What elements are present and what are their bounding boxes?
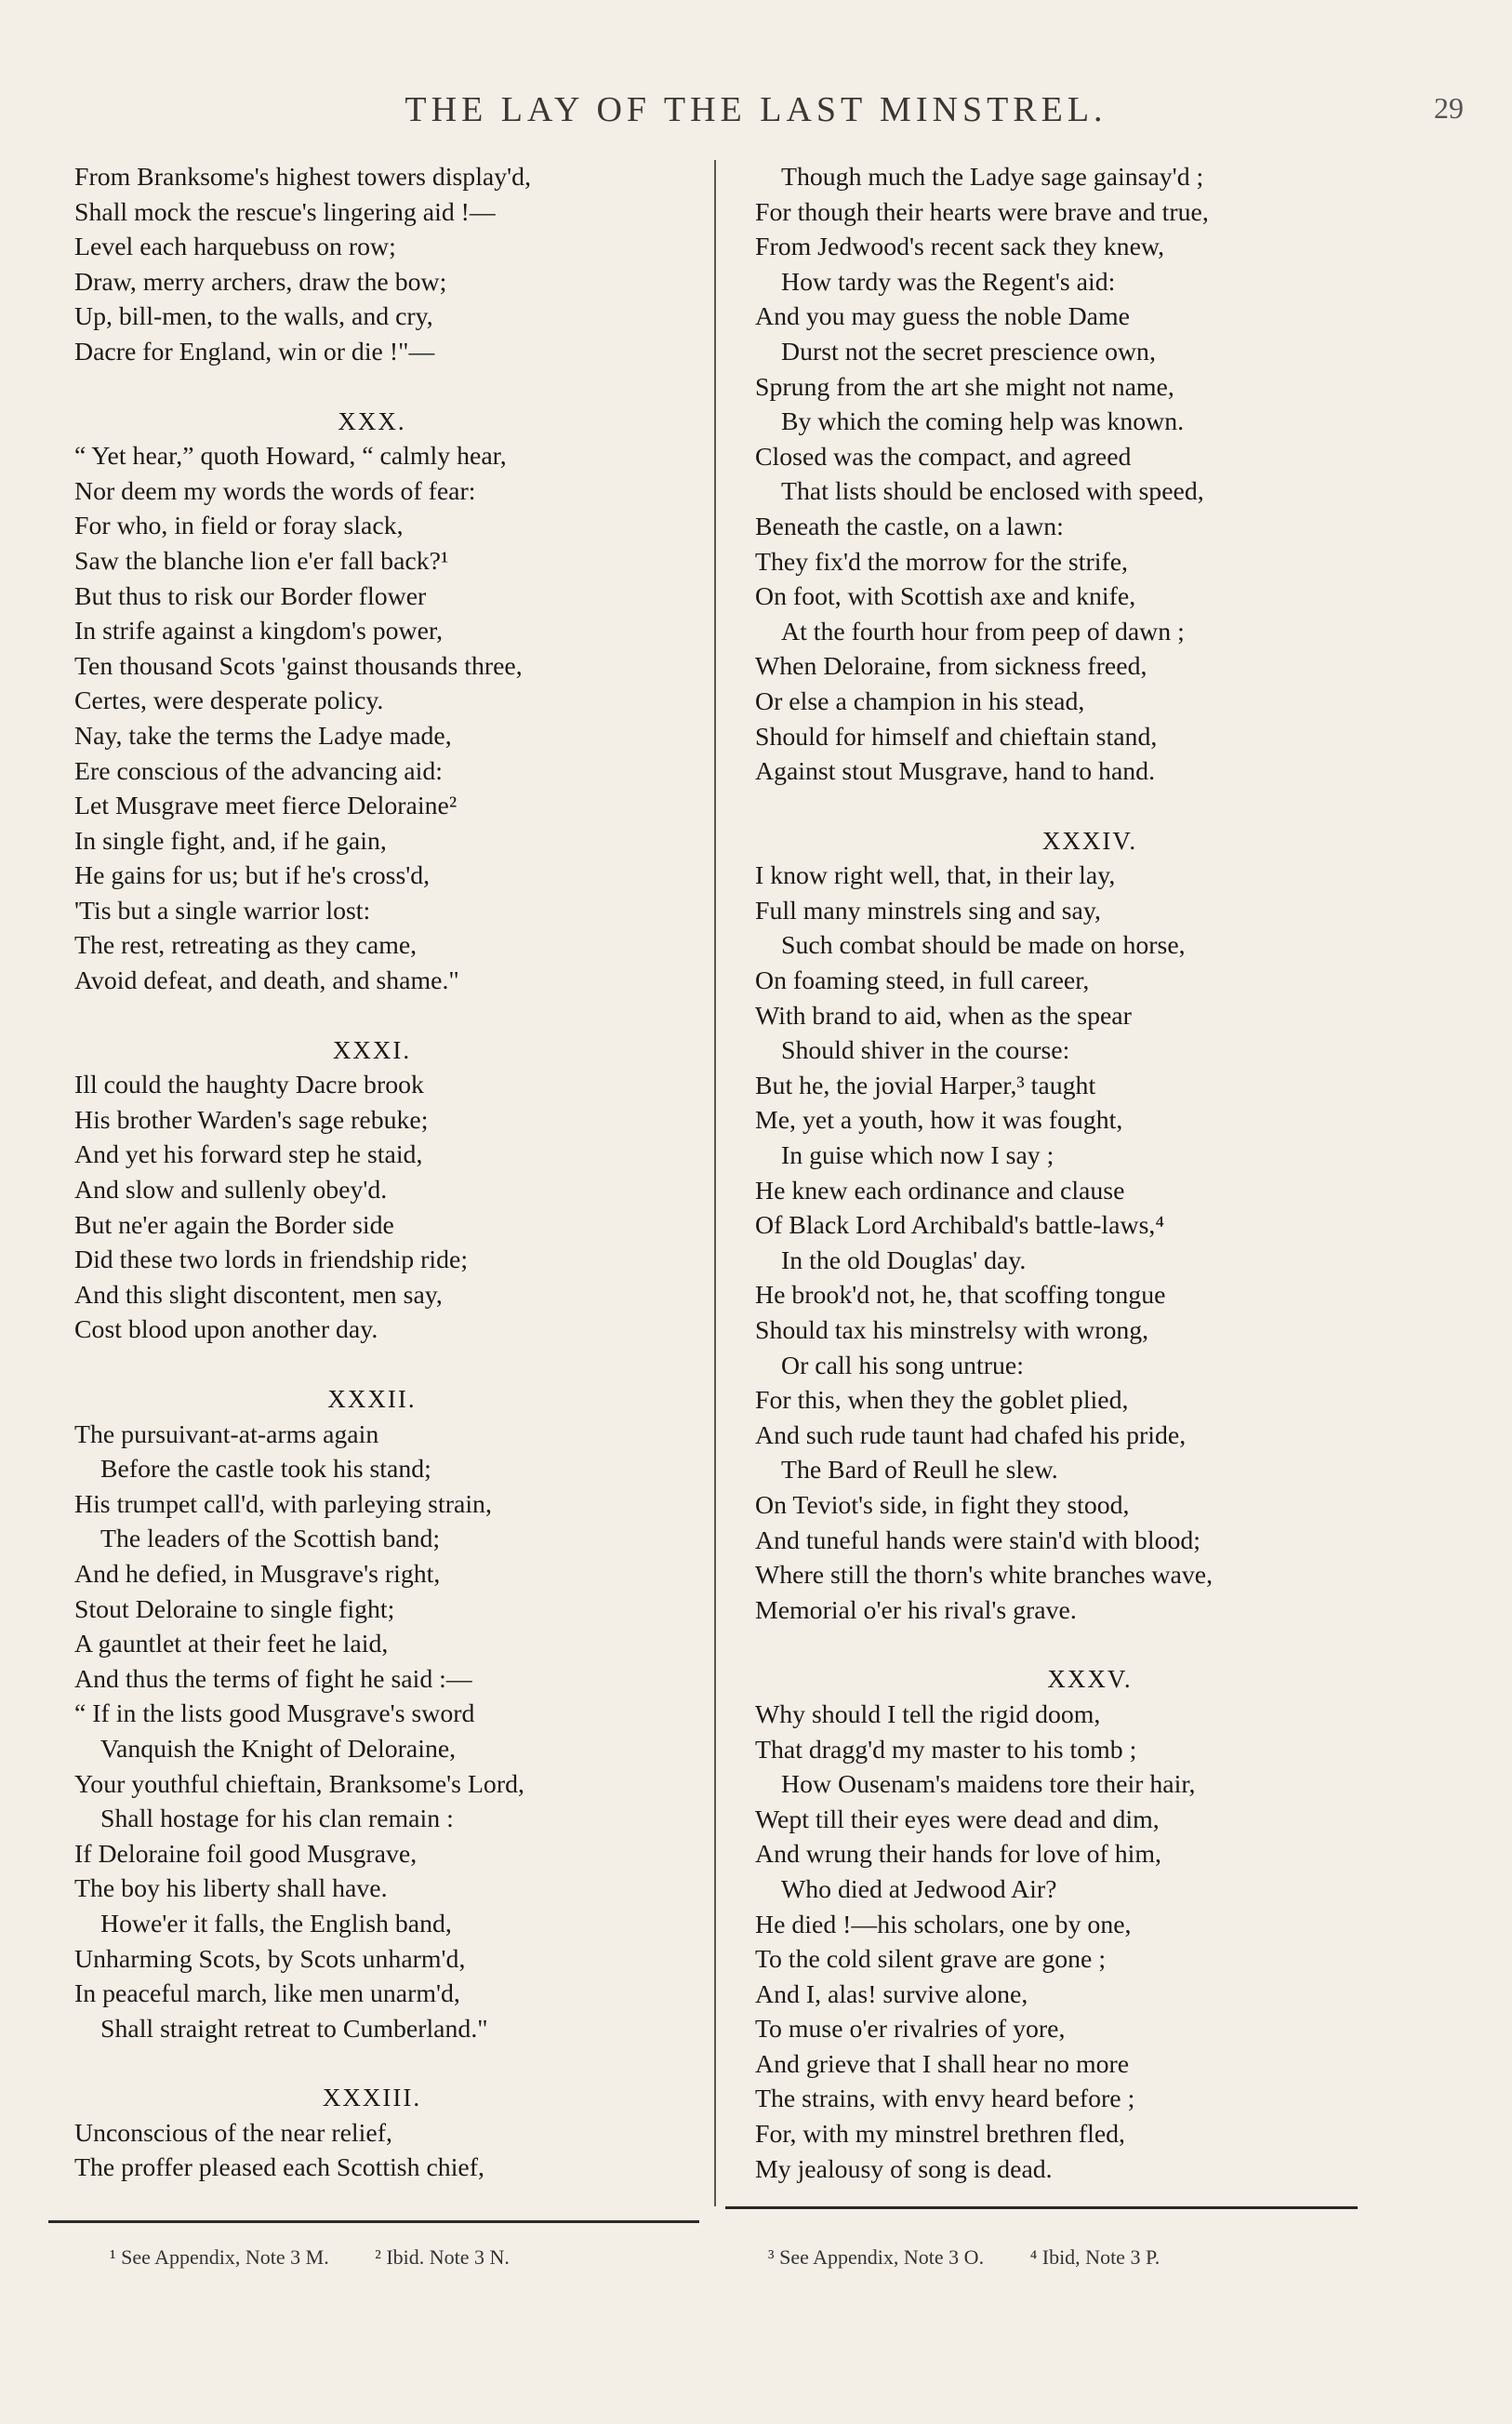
verse-line: Unharming Scots, by Scots unharm'd, [74, 1944, 466, 1974]
verse-line: To muse o'er rivalries of yore, [755, 2015, 1066, 2044]
verse-line: Why should I tell the rigid doom, [755, 1699, 1101, 1729]
verse-line: Beneath the castle, on a lawn: [755, 512, 1064, 541]
verse-line: By which the coming help was known. [781, 407, 1185, 437]
verse-line: He died !—his scholars, one by one, [755, 1910, 1132, 1939]
verse-line: Should shiver in the course: [781, 1036, 1070, 1066]
footnote-rule-left [48, 2220, 699, 2223]
footnote-2: ² Ibid. Note 3 N. [375, 2245, 510, 2269]
verse-line: Let Musgrave meet fierce Deloraine² [74, 792, 458, 821]
verse-line: Against stout Musgrave, hand to hand. [755, 757, 1156, 787]
verse-line: “ Yet hear,” quoth Howard, “ calmly hear, [74, 442, 507, 472]
stanza-number: XXX. [338, 406, 406, 435]
verse-line: Though much the Ladye sage gainsay'd ; [781, 163, 1204, 192]
verse-line: Sprung from the art she might not name, [755, 372, 1174, 402]
column-divider [714, 160, 716, 2206]
verse-line: “ If in the lists good Musgrave's sword [74, 1699, 475, 1729]
verse-line: On foaming steed, in full career, [755, 966, 1090, 996]
verse-line: Ere conscious of the advancing aid: [74, 756, 443, 786]
verse-line: That dragg'd my master to his tomb ; [755, 1735, 1137, 1765]
verse-line: Saw the blanche lion e'er fall back?¹ [74, 546, 449, 576]
verse-line: The boy his liberty shall have. [74, 1874, 388, 1904]
verse-line: A gauntlet at their feet he laid, [74, 1630, 389, 1659]
running-title: THE LAY OF THE LAST MINSTREL. [405, 90, 1107, 129]
verse-line: Draw, merry archers, draw the bow; [74, 267, 447, 297]
verse-line: How Ousenam's maidens tore their hair, [781, 1770, 1196, 1800]
verse-line: And yet his forward step he staid, [74, 1140, 423, 1170]
verse-line: Shall hostage for his clan remain : [100, 1805, 454, 1834]
verse-line: Where still the thorn's white branches wave, [755, 1561, 1214, 1591]
verse-line: From Jedwood's recent sack they knew, [755, 233, 1165, 262]
verse-line: And he defied, in Musgrave's right, [74, 1559, 441, 1589]
verse-line: In peaceful march, like men unarm'd, [74, 1979, 460, 2009]
right-column [755, 160, 1462, 2187]
verse-line: He brook'd not, he, that scoffing tongue [755, 1281, 1166, 1311]
verse-line: If Deloraine foil good Musgrave, [74, 1839, 418, 1869]
verse-line: Unconscious of the near relief, [74, 2118, 392, 2148]
verse-line: On foot, with Scottish axe and knife, [755, 582, 1136, 612]
verse-line: His brother Warden's sage rebuke; [74, 1105, 429, 1135]
verse-line: The proffer pleased each Scottish chief, [74, 2153, 484, 2183]
verse-line: Durst not the secret prescience own, [781, 337, 1156, 366]
verse-line: Wept till their eyes were dead and dim, [755, 1805, 1160, 1834]
verse-line: They fix'd the morrow for the strife, [755, 547, 1128, 577]
verse-line: Nor deem my words the words of fear: [74, 476, 476, 506]
verse-line: My jealousy of song is dead. [755, 2154, 1053, 2184]
verse-line: From Branksome's highest towers display'd, [74, 163, 532, 192]
verse-line: I know right well, that, in their lay, [755, 861, 1116, 891]
verse-line: Of Black Lord Archibald's battle-laws,⁴ [755, 1211, 1165, 1241]
verse-line: Memorial o'er his rival's grave. [755, 1595, 1077, 1625]
footnote-1: ¹ See Appendix, Note 3 M. [110, 2245, 329, 2269]
verse-line: And such rude taunt had chafed his pride, [755, 1420, 1187, 1450]
verse-line: With brand to aid, when as the spear [755, 1001, 1132, 1031]
stanza-number: XXXIII. [322, 2084, 422, 2112]
verse-line: But thus to risk our Border flower [74, 581, 427, 611]
page-number: 29 [1434, 91, 1464, 125]
verse-line: Did these two lords in friendship ride; [74, 1245, 469, 1275]
footnotes-left [110, 2245, 550, 2270]
verse-line: The leaders of the Scottish band; [100, 1525, 441, 1554]
verse-line: And you may guess the noble Dame [755, 302, 1130, 332]
verse-line: Who died at Jedwood Air? [781, 1874, 1057, 1904]
verse-line: Dacre for England, win or die !"— [74, 337, 435, 366]
verse-line: He knew each ordinance and clause [755, 1176, 1125, 1205]
footnote-4: ⁴ Ibid, Note 3 P. [1029, 2245, 1161, 2269]
footnote-rule-right [725, 2206, 1358, 2209]
verse-line: When Deloraine, from sickness freed, [755, 652, 1147, 682]
stanza-number: XXXI. [332, 1035, 412, 1064]
verse-line: Level each harquebuss on row; [74, 233, 396, 262]
verse-line: His trumpet call'd, with parleying strain, [74, 1489, 492, 1519]
verse-line: In strife against a kingdom's power, [74, 617, 444, 646]
verse-line: In the old Douglas' day. [781, 1245, 1027, 1275]
footnote-3: ³ See Appendix, Note 3 O. [768, 2245, 985, 2269]
verse-line: And slow and sullenly obey'd. [74, 1176, 388, 1205]
left-column [74, 160, 697, 2186]
verse-line: Me, yet a youth, how it was fought, [755, 1106, 1123, 1136]
verse-line: That lists should be enclosed with speed, [781, 477, 1204, 507]
verse-line: In single fight, and, if he gain, [74, 826, 387, 856]
stanza-number: XXXV. [1047, 1665, 1133, 1694]
stanza-number: XXXII. [327, 1385, 417, 1413]
verse-line: He gains for us; but if he's cross'd, [74, 861, 431, 891]
verse-line: And thus the terms of fight he said :— [74, 1664, 472, 1694]
verse-line: Shall mock the rescue's lingering aid !— [74, 197, 496, 227]
verse-line: Should tax his minstrelsy with wrong, [755, 1316, 1149, 1345]
verse-line: And tuneful hands were stain'd with blood; [755, 1525, 1201, 1555]
verse-line: The rest, retreating as they came, [74, 931, 418, 961]
verse-line: On Teviot's side, in fight they stood, [755, 1490, 1130, 1520]
verse-line: Should for himself and chieftain stand, [755, 722, 1158, 752]
verse-line: Such combat should be made on horse, [781, 931, 1186, 961]
page-header [0, 89, 1512, 145]
verse-line: And I, alas! survive alone, [755, 1979, 1028, 2009]
verse-line: Vanquish the Knight of Deloraine, [100, 1734, 457, 1764]
verse-line: Before the castle took his stand; [100, 1455, 431, 1485]
verse-line: Stout Deloraine to single fight; [74, 1594, 395, 1624]
verse-line: Ill could the haughty Dacre brook [74, 1071, 424, 1100]
verse-line: Shall straight retreat to Cumberland." [100, 2014, 488, 2044]
verse-line: At the fourth hour from peep of dawn ; [781, 617, 1185, 646]
verse-line: But ne'er again the Border side [74, 1210, 394, 1240]
verse-line: The strains, with envy heard before ; [755, 2084, 1135, 2114]
verse-line: 'Tis but a single warrior lost: [74, 896, 371, 926]
verse-line: Certes, were desperate policy. [74, 686, 384, 716]
verse-line: And wrung their hands for love of him, [755, 1840, 1161, 1870]
verse-line: Closed was the compact, and agreed [755, 442, 1132, 472]
verse-line: The pursuivant-at-arms again [74, 1419, 379, 1449]
verse-line: Avoid defeat, and death, and shame." [74, 966, 459, 996]
verse-line: Up, bill-men, to the walls, and cry, [74, 302, 433, 332]
verse-line: For who, in field or foray slack, [74, 512, 404, 541]
verse-line: The Bard of Reull he slew. [781, 1456, 1058, 1485]
verse-line: Full many minstrels sing and say, [755, 896, 1101, 926]
footnotes-right [768, 2245, 1200, 2270]
verse-line: But he, the jovial Harper,³ taught [755, 1071, 1096, 1100]
verse-line: Or else a champion in his stead, [755, 686, 1085, 716]
verse-line: Howe'er it falls, the English band, [100, 1909, 452, 1938]
verse-line: In guise which now I say ; [781, 1141, 1054, 1171]
verse-line: And this slight discontent, men say, [74, 1280, 443, 1310]
verse-line: To the cold silent grave are gone ; [755, 1945, 1107, 1975]
verse-line: Ten thousand Scots 'gainst thousands three, [74, 651, 523, 681]
verse-line: Or call his song untrue: [781, 1351, 1024, 1380]
verse-line: For, with my minstrel brethren fled, [755, 2120, 1126, 2150]
verse-line: For though their hearts were brave and true, [755, 197, 1209, 227]
verse-line: For this, when they the goblet plied, [755, 1386, 1129, 1416]
verse-line: Nay, take the terms the Ladye made, [74, 721, 452, 751]
verse-line: How tardy was the Regent's aid: [781, 267, 1116, 297]
stanza-number: XXXIV. [1041, 826, 1138, 855]
verse-line: And grieve that I shall hear no more [755, 2049, 1130, 2079]
verse-line: Cost blood upon another day. [74, 1315, 378, 1345]
verse-line: Your youthful chieftain, Branksome's Lord, [74, 1769, 524, 1799]
